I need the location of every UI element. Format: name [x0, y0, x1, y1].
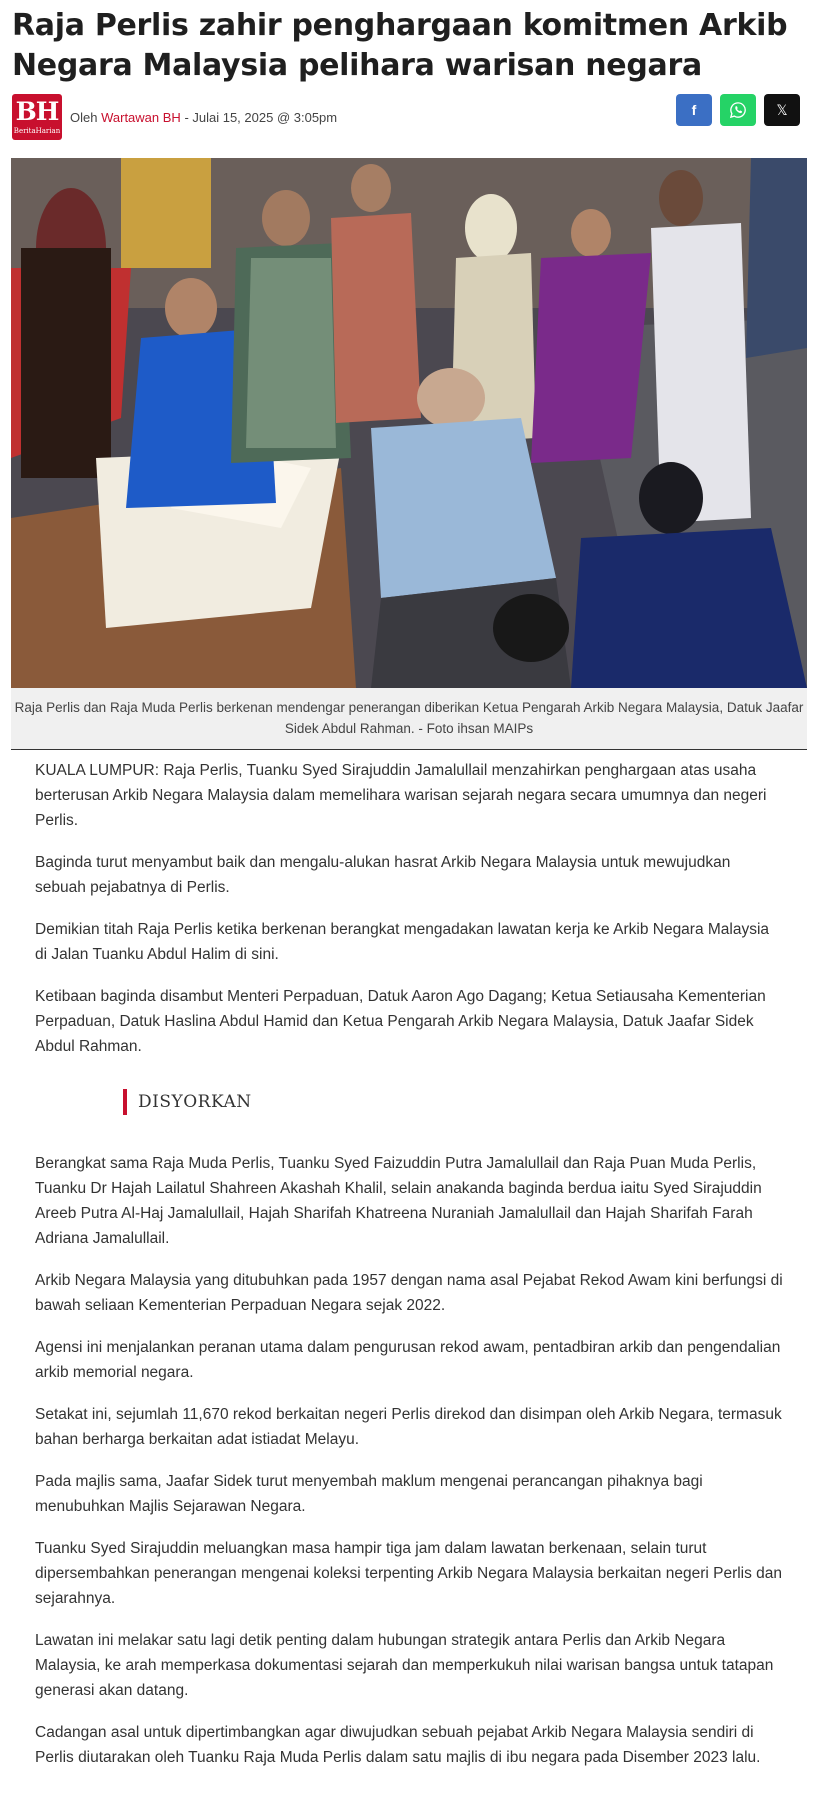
x-share-button[interactable]: [764, 94, 800, 126]
logo-subtext: BeritaHarian: [13, 127, 61, 135]
photo-caption-text: Raja Perlis dan Raja Muda Perlis berkenan mendengar penerangan diberikan Ketua Pengarah Arkib Negara Malaysia, Datuk Jaafar Sidek Abdul Rahman. - Foto ihsan MAIPs: [14, 700, 804, 736]
byline: [70, 110, 337, 125]
paragraph: Lawatan ini melakar satu lagi detik penting dalam hubungan strategik antara Perlis dan Arkib Negara Malaysia, ke arah memperkasa dokumentasi sejarah dan memperkukuh nilai warisan bangsa untuk tatapan generasi akan datang.: [35, 1632, 774, 1699]
paragraph: Agensi ini menjalankan peranan utama dalam pengurusan rekod awam, pentadbiran arkib dan pengendalian arkib memorial negara.: [35, 1339, 781, 1381]
article-title: Raja Perlis zahir penghargaan komitmen Arkib Negara Malaysia pelihara warisan negara: [12, 8, 788, 83]
paragraph: Ketibaan baginda disambut Menteri Perpaduan, Datuk Aaron Ago Dagang; Ketua Setiausaha Kementerian Perpaduan, Datuk Haslina Abdul Hamid dan Ketua Pengarah Arkib Negara Malaysia, Datuk Jaafar Sidek Abdul Rahman.: [35, 988, 766, 1055]
whatsapp-icon: [729, 101, 747, 119]
whatsapp-share-button[interactable]: [720, 94, 756, 126]
recommended-heading: DISYORKAN: [123, 1089, 785, 1115]
facebook-share-button[interactable]: [676, 94, 712, 126]
paragraph: Setakat ini, sejumlah 11,670 rekod berkaitan negeri Perlis direkod dan disimpan oleh Arkib Negara, termasuk bahan berharga berkaitan adat istiadat Melayu.: [35, 1406, 782, 1448]
paragraph: Tuanku Syed Sirajuddin meluangkan masa hampir tiga jam dalam lawatan berkenaan, selain turut dipersembahkan penerangan mengenai koleksi terpenting Arkib Negara Malaysia berkaitan negeri Perlis dan sejarahnya.: [35, 1540, 783, 1607]
article-body: [35, 758, 785, 1787]
publish-date: - Julai 15, 2025 @ 3:05pm: [184, 110, 338, 125]
paragraph: Baginda turut menyambut baik dan mengalu-alukan hasrat Arkib Negara Malaysia untuk mewujudkan sebuah pejabatnya di Perlis.: [35, 854, 731, 896]
paragraph: Cadangan asal untuk dipertimbangkan agar diwujudkan sebuah pejabat Arkib Negara Malaysia sendiri di Perlis diutarakan oleh Tuanku Raja Muda Perlis dalam satu majlis di ibu negara pada Disember 2023 lalu.: [35, 1724, 761, 1766]
x-icon: 𝕏: [776, 101, 788, 118]
logo-text: BH: [15, 97, 59, 126]
article-photo[interactable]: [11, 158, 807, 688]
berita-harian-logo[interactable]: [12, 94, 62, 140]
paragraph: Arkib Negara Malaysia yang ditubuhkan pada 1957 dengan nama asal Pejabat Rekod Awam kini berfungsi di bawah seliaan Kementerian Perpaduan Negara sejak 2022.: [35, 1272, 783, 1314]
photo-illustration: [11, 158, 807, 688]
paragraph: Pada majlis sama, Jaafar Sidek turut menyembah maklum mengenai perancangan pihaknya bagi menubuhkan Majlis Sejarawan Negara.: [35, 1473, 703, 1515]
paragraph: KUALA LUMPUR: Raja Perlis, Tuanku Syed Sirajuddin Jamalullail menzahirkan penghargaan atas usaha berterusan Arkib Negara Malaysia dalam memelihara warisan sejarah negara secara umumnya dan negeri Perlis.: [35, 762, 767, 829]
byline-row: [12, 94, 802, 142]
paragraph: Demikian titah Raja Perlis ketika berkenan berangkat mengadakan lawatan kerja ke Arkib Negara Malaysia di Jalan Tuanku Abdul Halim di sini.: [35, 921, 770, 963]
photo-caption: [11, 688, 807, 750]
author-link[interactable]: Wartawan BH: [101, 110, 181, 125]
facebook-icon: f: [691, 102, 697, 118]
paragraph: Berangkat sama Raja Muda Perlis, Tuanku Syed Faizuddin Putra Jamalullail dan Raja Puan Muda Perlis, Tuanku Dr Hajah Lailatul Shahreen Akashah Khalil, selain anakanda baginda berdua iaitu Syed Sirajuddin Areeb Putra Al-Haj Jamalullail, Hajah Sharifah Khatreena Nuraniah Jamalullail dan Hajah Sharifah Farah Adriana Jamalullail.: [35, 1155, 762, 1247]
byline-prefix: Oleh: [70, 110, 98, 125]
